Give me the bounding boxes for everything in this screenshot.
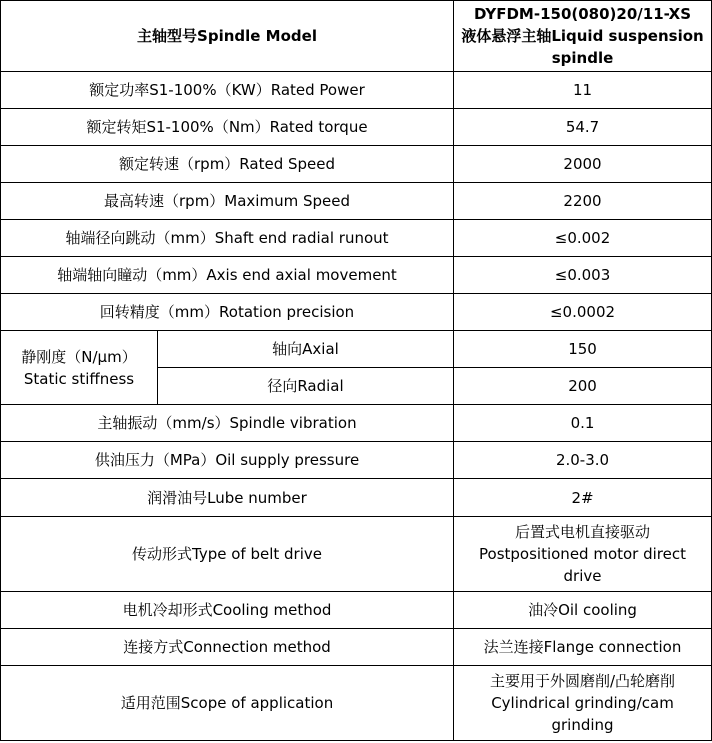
rated-power-label: 额定功率S1-100%（KW）Rated Power <box>1 72 454 109</box>
header-model-name: 液体悬浮主轴Liquid suspension <box>461 27 704 45</box>
header-row <box>1 1 712 72</box>
rated-power-value: 11 <box>454 72 712 109</box>
drive-type-value-en: Postpositioned motor direct <box>479 545 686 563</box>
scope-label: 适用范围Scope of application <box>1 666 454 741</box>
table-row <box>1 183 712 220</box>
scope-value-en: Cylindrical grinding/cam <box>491 694 674 712</box>
header-model-value <box>454 1 712 72</box>
table-row <box>1 517 712 592</box>
table-row <box>1 220 712 257</box>
header-model-label: 主轴型号Spindle Model <box>1 1 454 72</box>
spindle-vibration-label: 主轴振动（mm/s）Spindle vibration <box>1 405 454 442</box>
radial-runout-value: ≤0.002 <box>454 220 712 257</box>
connection-method-value: 法兰连接Flange connection <box>454 629 712 666</box>
table-row <box>1 479 712 517</box>
axial-stiffness-value: 150 <box>454 331 712 368</box>
drive-type-value-en-cont: drive <box>563 567 602 585</box>
static-stiffness-label-cn: 静刚度（N/μm） <box>21 347 137 366</box>
max-speed-value: 2200 <box>454 183 712 220</box>
drive-type-value-cn: 后置式电机直接驱动 <box>515 523 651 541</box>
table-row <box>1 331 712 368</box>
scope-value-en-cont: grinding <box>551 716 614 734</box>
oil-pressure-label: 供油压力（MPa）Oil supply pressure <box>1 442 454 479</box>
table-row <box>1 592 712 629</box>
drive-type-value <box>454 517 712 592</box>
table-row <box>1 442 712 479</box>
lube-number-value: 2# <box>454 479 712 517</box>
table-row <box>1 72 712 109</box>
radial-stiffness-value: 200 <box>454 368 712 405</box>
table-row <box>1 146 712 183</box>
rotation-precision-label: 回转精度（mm）Rotation precision <box>1 294 454 331</box>
static-stiffness-label-en: Static stiffness <box>23 369 135 388</box>
connection-method-label: 连接方式Connection method <box>1 629 454 666</box>
oil-pressure-value: 2.0-3.0 <box>454 442 712 479</box>
rated-speed-value: 2000 <box>454 146 712 183</box>
rotation-precision-value: ≤0.0002 <box>454 294 712 331</box>
table-row <box>1 257 712 294</box>
table-row <box>1 109 712 146</box>
scope-value-cn: 主要用于外圆磨削/凸轮磨削 <box>489 672 676 690</box>
cooling-method-label: 电机冷却形式Cooling method <box>1 592 454 629</box>
rated-speed-label: 额定转速（rpm）Rated Speed <box>1 146 454 183</box>
table-row <box>1 405 712 442</box>
table-row <box>1 629 712 666</box>
rated-torque-label: 额定转矩S1-100%（Nm）Rated torque <box>1 109 454 146</box>
lube-number-label: 润滑油号Lube number <box>1 479 454 517</box>
header-model-code: DYFDM-150(080)20/11-XS <box>474 5 692 23</box>
axial-movement-value: ≤0.003 <box>454 257 712 294</box>
scope-value <box>454 666 712 741</box>
table-row <box>1 666 712 741</box>
table-row <box>1 294 712 331</box>
axial-movement-label: 轴端轴向瞳动（mm）Axis end axial movement <box>1 257 454 294</box>
header-model-name-cont: spindle <box>551 49 614 67</box>
static-stiffness-label <box>1 331 158 405</box>
cooling-method-value: 油冷Oil cooling <box>454 592 712 629</box>
radial-runout-label: 轴端径向跳动（mm）Shaft end radial runout <box>1 220 454 257</box>
spindle-vibration-value: 0.1 <box>454 405 712 442</box>
axial-stiffness-label: 轴向Axial <box>158 331 454 368</box>
radial-stiffness-label: 径向Radial <box>158 368 454 405</box>
max-speed-label: 最高转速（rpm）Maximum Speed <box>1 183 454 220</box>
rated-torque-value: 54.7 <box>454 109 712 146</box>
drive-type-label: 传动形式Type of belt drive <box>1 517 454 592</box>
